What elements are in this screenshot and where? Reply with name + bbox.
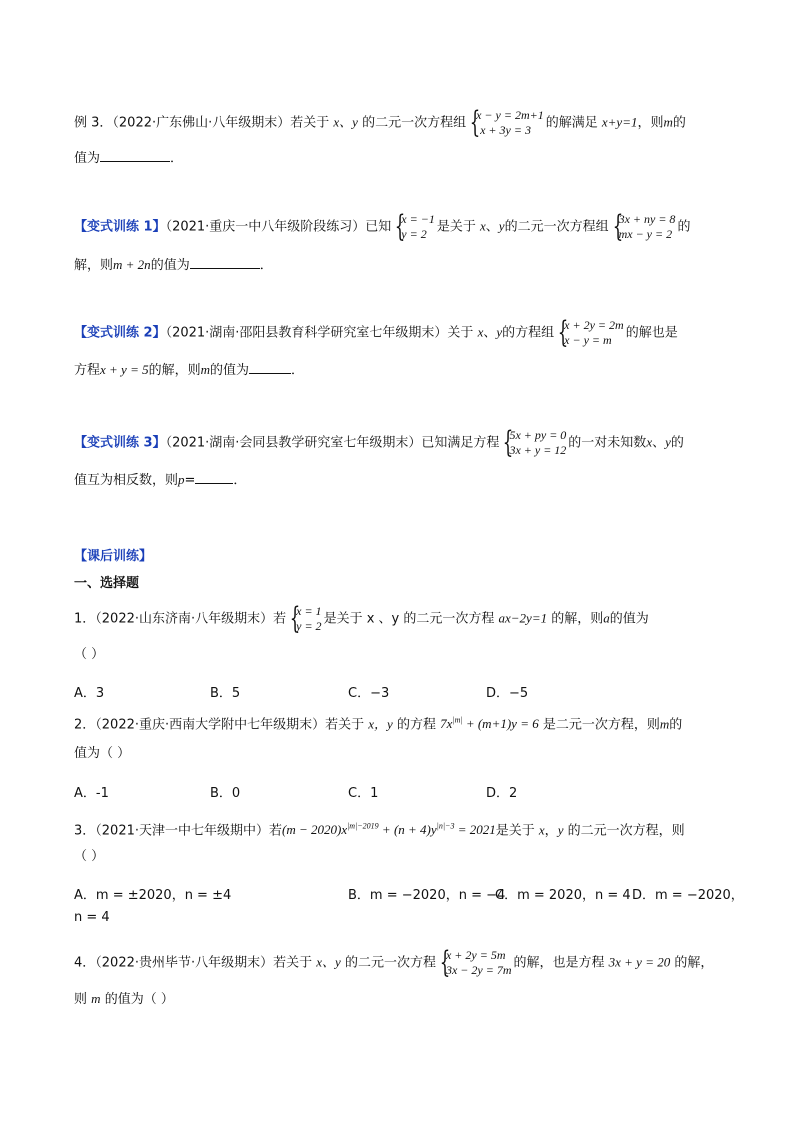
example-3-end: ． [170,151,184,166]
example-3-suffix2: ，则 [637,115,664,131]
example-3-condition: x+y=1 [601,114,638,130]
q3-answer-paren: （ ） [74,849,105,864]
variant-1-end: ． [259,258,273,273]
q3-option-d: D．m = −2020， [632,888,744,903]
variant-1-title: 【变式训练 1】 [74,219,166,235]
q4-line2b: 的值为（ ） [104,992,174,1007]
variant-2-line2b: 的解，则 [148,363,201,378]
q2-text1: 2．（2022·重庆·西南大学附中七年级期末）若关于 [74,717,365,733]
q2-text3: 是二元一次方程，则 [542,717,660,733]
variant-2-end: ． [291,363,305,378]
variant-3-p: p [178,472,185,487]
q2-exponent: |m| [452,716,463,725]
variant-3-title: 【变式训练 3】 [74,435,166,451]
q4-text1: 4．（2022·贵州毕节·八年级期末）若关于 [74,955,313,971]
variant-3-eq1: 5x + py = 0 [509,428,567,442]
q4-text2: 的二元一次方程 [344,955,436,971]
q3-option-a: A．m = ±2020，n = ±4 [74,888,232,903]
variant-1-text4: 的 [677,219,691,235]
q3-option-c: C．m = 2020，n = 4 [495,888,631,903]
variant-1-x: x [479,218,486,234]
variant-3-y: y [665,434,671,450]
q4-eq2: 3x − 2y = 7m [445,963,512,977]
variant-1-eq1: 3x + ny = 8 [618,212,676,226]
variant-2-text1: （2021·湖南·邵阳县教育科学研究室七年级期末）关于 [165,325,474,341]
q3-expr-c: = 2021 [454,822,496,838]
example-3-suffix3: 的 [672,115,686,131]
variant-3-system: { 5x + py = 0 3x + y = 12 [503,425,567,460]
example-3-m: m [663,114,673,130]
q2-vars: x，y [368,716,393,732]
answer-blank [190,255,260,269]
variant-3-sep: 、 [652,435,666,451]
q3-x: x [538,822,545,838]
q4-m: m [91,991,101,1006]
q1-expr: ax−2y=1 [498,610,548,626]
q4-text3: 的解，也是方程 [513,955,605,971]
variant-1-line2b: 的值为 [150,258,190,273]
variant-3-line1 [74,425,684,460]
q1-a: a [603,610,610,626]
q2-option-a: A．-1 [74,786,109,801]
variant-3-end: ． [233,473,247,488]
example-3-system: { x − y = 2m+1 x + 3y = 3 [469,105,544,140]
variant-2-line2c: 的值为 [210,363,250,378]
q3-line1 [74,818,685,840]
q3-text4: 的二元一次方程，则 [567,823,685,839]
example-3-line2 [74,148,183,168]
variant-2-eq2: x − y = m [564,333,612,347]
variant-1-system: { 3x + ny = 8 mx − y = 2 [612,209,676,244]
variant-1-sep: 、 [485,219,499,235]
variant-3-line2b: = [184,473,196,488]
variant-2-x: x [477,324,484,340]
q1-text3: 的解，则 [551,611,604,627]
q4-system: { x + 2y = 5m 3x − 2y = 7m [439,945,512,980]
q2-text2: 的方程 [396,717,436,733]
q4-line2 [74,990,174,1009]
q1-option-c: C．−3 [348,686,390,701]
q1-text2: 是关于 x 、y 的二元一次方程 [323,611,495,627]
q3-text2: 是关于 [495,823,535,839]
variant-3-eq2: 3x + y = 12 [509,443,567,457]
q1-sol1: x = 1 [296,604,322,618]
answer-blank [195,470,233,484]
variant-2-eq1: x + 2y = 2m [564,318,624,332]
q4-text4: 的解， [674,955,714,971]
variant-2-text2: 的方程组 [502,325,555,341]
q1-option-b: B．5 [210,686,241,701]
variant-1-text1: （2021·重庆一中八年级阶段练习）已知 [165,219,392,235]
q2-line2: 值为（ ） [74,746,131,761]
q4-eq1: x + 2y = 5m [445,948,506,962]
example-3-vars: x、y [333,114,358,130]
q3-equation [282,822,496,837]
variant-2-sep: 、 [483,325,497,341]
variant-2-m: m [200,362,211,377]
variant-2-text3: 的解也是 [625,325,678,341]
answer-blank [249,360,291,374]
variant-1-sol2: y = 2 [401,227,427,241]
q3-option-d-continued: n = 4 [74,910,110,925]
variant-3-text1: （2021·湖南·会同县教学研究室七年级期末）已知满足方程 [165,435,500,451]
q2-text4: 的 [669,717,683,733]
variant-3-text2: 的一对未知数 [568,435,647,451]
variant-1-sol1: x = −1 [401,212,435,226]
variant-1-eq2: mx − y = 2 [618,227,673,241]
q3-y: y [557,822,564,838]
q3-exponent-2: |n|−3 [436,822,455,831]
variant-2-title: 【变式训练 2】 [74,325,166,341]
q3-expr-b: + (n + 4)y [378,822,437,838]
variant-2-line2a: 方程 [74,363,101,378]
variant-2-system: { x + 2y = 2m x − y = m [557,315,624,350]
q2-option-d: D．2 [486,786,518,801]
example-3-eq2: x + 3y = 3 [480,123,531,137]
q1-option-a: A．3 [74,686,105,701]
q1-text4: 的值为 [609,611,649,627]
example-3-suffix1: 的解满足 [545,115,598,131]
variant-3-line2a: 值互为相反数，则 [74,473,179,488]
example-3-prefix: 例 3．（2022·广东佛山·八年级期末）若关于 [74,115,330,131]
section-choice-title: 一、选择题 [74,576,140,591]
q2-line1 [74,712,682,734]
variant-1-line2a: 解，则 [74,258,114,273]
q2-option-c: C．1 [348,786,379,801]
variant-1-line1 [74,209,691,244]
variant-1-text3: 的二元一次方程组 [504,219,609,235]
q4-line2a: 则 [74,992,88,1007]
variant-1-solution: { x = −1 y = 2 [395,209,435,244]
q1-text1: 1．（2022·山东济南·八年级期末）若 [74,611,287,627]
q3-exponent-1: |m|−2019 [347,822,379,831]
variant-1-expr: m + 2n [113,257,151,272]
q1-sol2: y = 2 [296,619,322,633]
q2-option-b: B．0 [210,786,241,801]
q2-equation [440,716,539,731]
variant-3-x: x [646,434,653,450]
example-3-line1 [74,105,686,140]
q1-solution: { x = 1 y = 2 [289,601,322,636]
q4-line1 [74,945,714,980]
example-3-line2-text: 值为 [74,151,101,166]
variant-2-line1 [74,315,678,350]
variant-3-text3: 的 [670,435,684,451]
variant-1-y: y [498,218,505,234]
q3-text1: 3．（2021·天津一中七年级期中）若 [74,823,282,839]
after-class-title: 【课后训练】 [74,549,153,564]
q2-m: m [659,716,670,732]
variant-3-line2 [74,470,246,490]
q4-vars: x、y [316,954,341,970]
variant-2-line2 [74,360,304,380]
q3-option-b: B．m = −2020，n = −4 [348,888,506,903]
variant-1-text2: 是关于 [436,219,476,235]
variant-2-y: y [496,324,503,340]
variant-2-expr: x + y = 5 [100,362,149,377]
q2-expr-b: + (m+1)y = 6 [462,716,539,732]
example-3-mid: 的二元一次方程组 [362,115,467,131]
variant-1-line2 [74,255,273,275]
answer-blank [100,148,170,162]
example-3-eq1: x − y = 2m+1 [476,108,544,122]
q2-expr-a: 7x [440,716,453,732]
q3-expr-a: (m − 2020)x [282,822,348,838]
q4-expr: 3x + y = 20 [608,954,671,970]
q1-answer-paren: （ ） [74,647,105,662]
q3-text3: ， [544,823,558,839]
q1-option-d: D．−5 [486,686,529,701]
q1-line1 [74,601,649,636]
